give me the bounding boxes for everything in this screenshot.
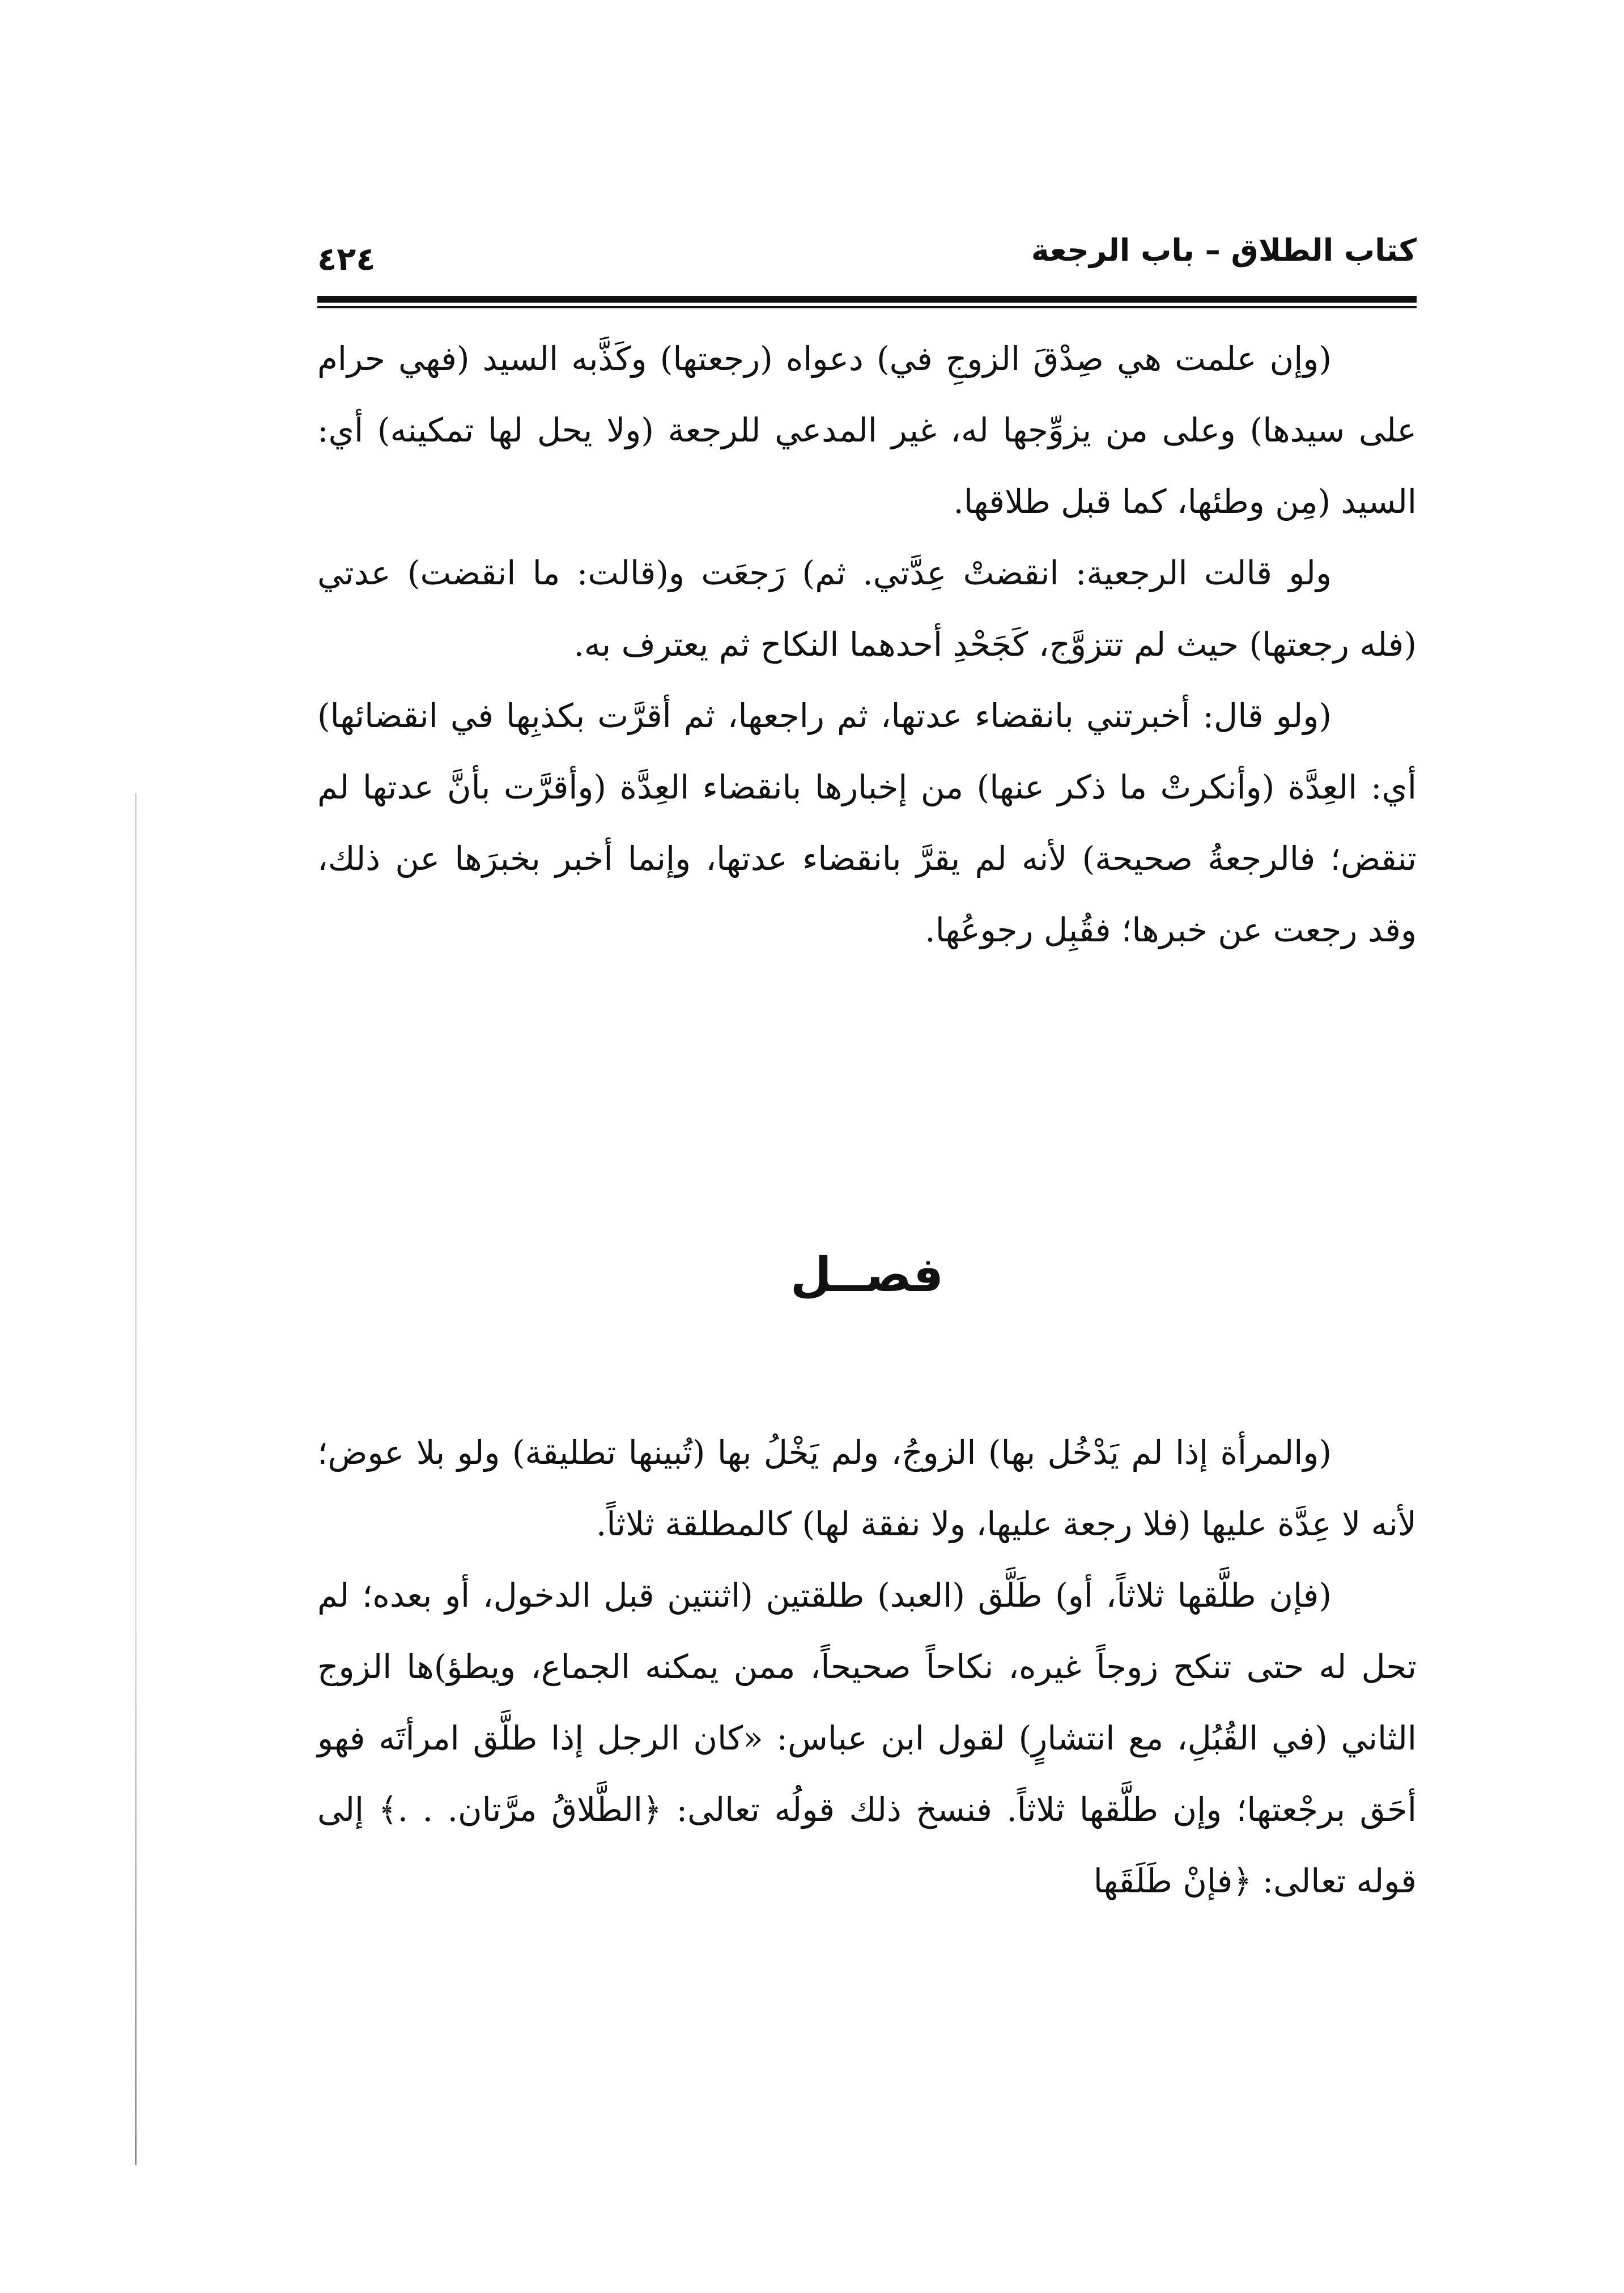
body-text-top [317, 323, 1417, 966]
page-number: ٤٢٤ [317, 241, 376, 278]
body-text-bottom [317, 1417, 1417, 1917]
scan-edge-line [135, 793, 137, 2165]
paragraph: (فإن طلَّقها ثلاثاً، أو) طَلَّق (العبد) طلقتين (اثنتين قبل الدخول، أو بعده؛ لم تحل له حتى تنكح زوجاً غيره، نكاحاً صحيحاً، ممن يمكنه الجماع، ويطؤ)ها الزوج الثاني (في القُبُلِ، مع انتشارٍ) لقول ابن عباس: «كان الرجل إذا طلَّق امرأتَه فهو أحَق برجْعتها؛ وإن طلَّقها ثلاثاً. فنسخ ذلك قولُه تعالى: ﴿الطَّلاقُ مرَّتان. . .﴾ إلى قوله تعالى: ﴿فإنْ طَلَقَها [317, 1576, 1417, 1900]
paragraph: (ولو قال: أخبرتني بانقضاء عدتها، ثم راجعها، ثم أقرَّت بكذبِها في انقضائها) أي: العِدَّة (وأنكرتْ ما ذكر عنها) من إخبارها بانقضاء العِدَّة (وأقرَّت بأنَّ عدتها لم تنقض؛ فالرجعةُ صحيحة) لأنه لم يقرَّ بانقضاء عدتها، وإنما أخبر بخبرَها عن ذلك، وقد رجعت عن خبرها؛ فقُبِل رجوعُها. [317, 697, 1417, 949]
paragraph: ولو قالت الرجعية: انقضتْ عِدَّتي. ثم) رَجعَت و(قالت: ما انقضت) عدتي (فله رجعتها) حيث لم تتزوَّج، كَجَحْدِ أحدهما النكاح ثم يعترف به. [317, 554, 1417, 664]
paragraph: (والمرأة إذا لم يَدْخُل بها) الزوجُ، ولم يَخْلُ بها (تُبينها تطليقة) ولو بلا عوض؛ لأنه لا عِدَّة عليها (فلا رجعة عليها، ولا نفقة لها) كالمطلقة ثلاثاً. [317, 1433, 1417, 1543]
page-header [317, 227, 1417, 295]
paragraph: (وإن علمت هي صِدْقَ الزوجِ في) دعواه (رجعتها) وكَذَّبه السيد (فهي حرام على سيدها) وعلى من يزوِّجها له، غير المدعي للرجعة (ولا يحل لها تمكينه) أي: السيد (مِن وطئها، كما قبل طلاقها. [317, 339, 1417, 521]
header-rule-thick [317, 296, 1417, 303]
section-heading: فصــل [790, 1247, 944, 1302]
running-title: كتاب الطلاق – باب الرجعة [1031, 232, 1417, 268]
header-rule-thin [317, 306, 1417, 308]
